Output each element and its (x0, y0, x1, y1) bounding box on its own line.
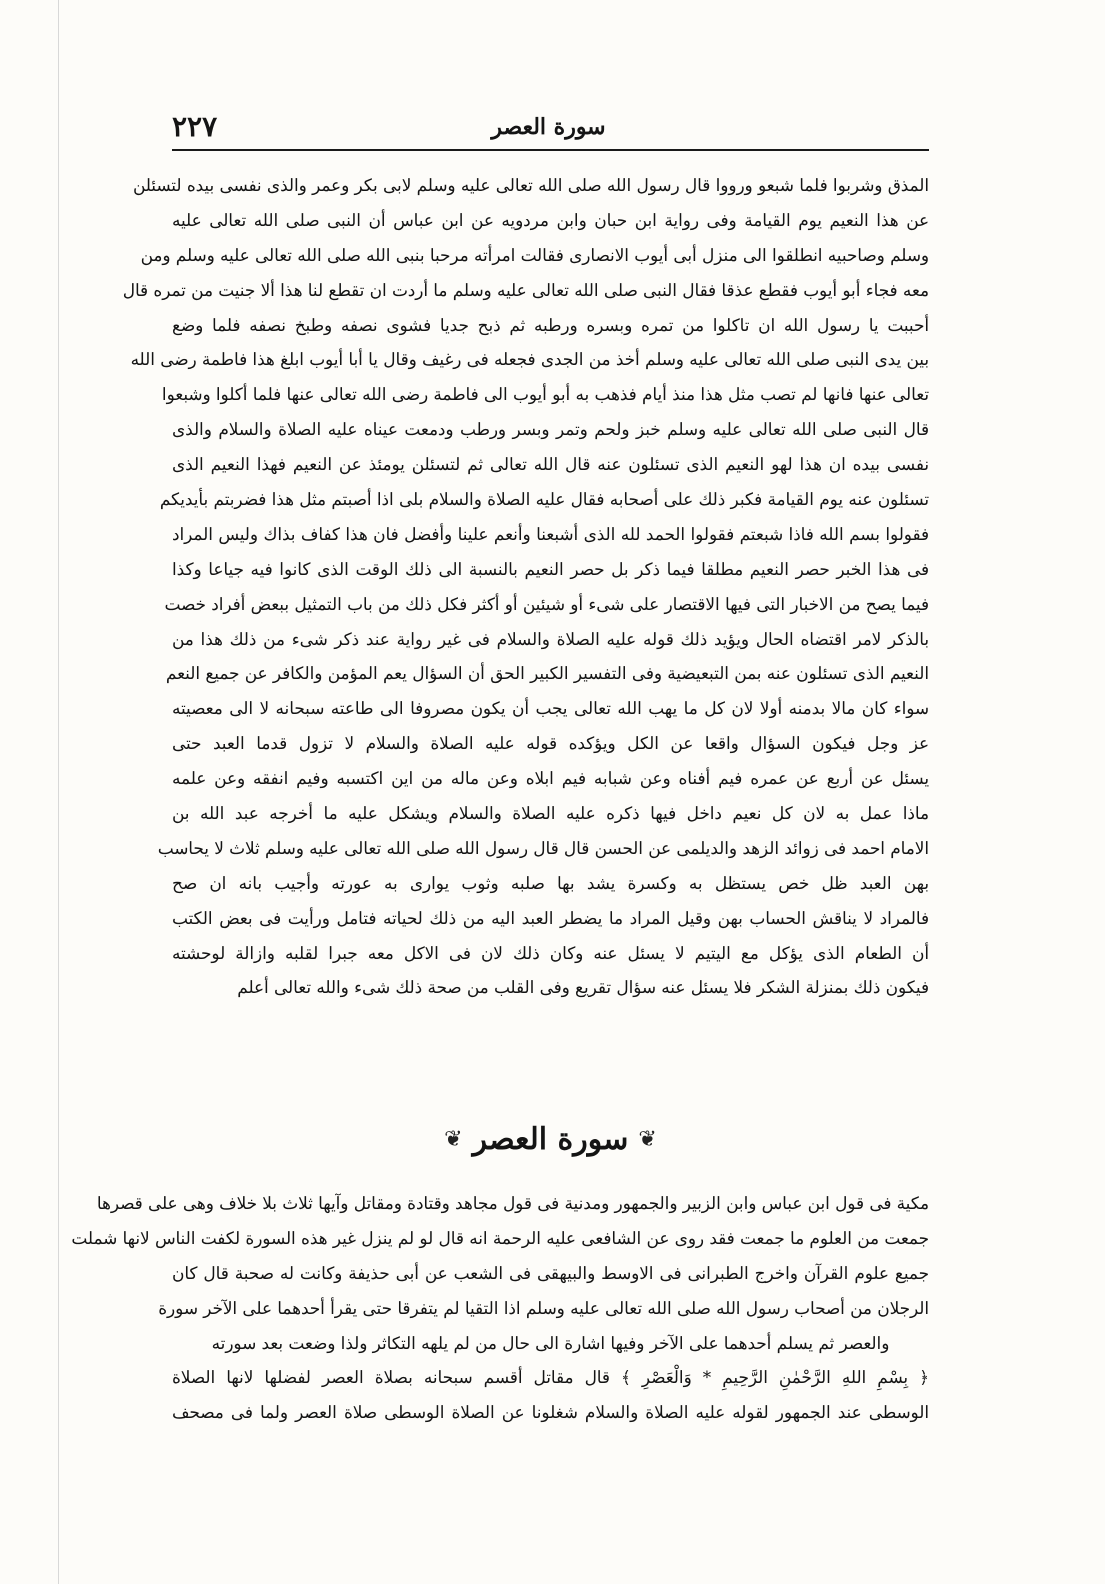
page-header (172, 108, 925, 150)
text-line: فيكون ذلك بمنزلة الشكر فلا يسئل عنه سؤال تقريع وفى القلب من صحة ذلك شىء والله تعالى أعلم (237, 977, 929, 998)
text-line: الامام احمد فى زوائد الزهد والديلمى عن الحسن قال قال رسول الله صلى الله تعالى عليه وسلم ثلاث لا يحاسب (157, 837, 929, 858)
text-line: فالمراد لا يناقش الحساب بهن وقيل المراد ما يضطر العبد اليه من ذلك لحياته فتامل ورأيت فى بعض الكتب (172, 907, 929, 928)
text-line: عن هذا النعيم يوم القيامة وفى رواية ابن حبان وابن مردويه عن ابن عباس أن النبى صلى الله تعالى عليه (172, 209, 929, 230)
text-line: عز وجل فيكون السؤال واقعا عن الكل ويؤكده قوله عليه الصلاة والسلام لا تزول قدما العبد حتى (172, 733, 929, 754)
text-line: يسئل عن أربع عن عمره فيم أفناه وعن شبابه فيم ابلاه وعن ماله من اين اكتسبه وفيم انفقه وعن علمه (172, 768, 929, 789)
header-rule (172, 149, 929, 151)
text-line: المذق وشربوا فلما شبعو ورووا قال رسول الله صلى الله تعالى عليه وسلم لابى بكر وعمر والذى نفسى بيده لتسئلن (132, 175, 929, 195)
text-line: فى هذا الخبر حصر النعيم مطلقا فيما ذكر بل حصر النعيم بالنسبة الى ذلك الوقت الذى كانوا فيه جياعا وكذا (172, 558, 929, 579)
text-line: تسئلون عنه يوم القيامة فكبر ذلك على أصحابه فقال عليه الصلاة والسلام بلى اذا أصبتم مثل هذا فضربتم بأيديكم (159, 489, 929, 510)
text-line: نفسى بيده ان هذا لهو النعيم الذى تسئلون عنه قال الله تعالى ثم لتسئلن يومئذ عن النعيم فهذا النعيم الذى (172, 454, 929, 475)
text-line: الوسطى عند الجمهور لقوله عليه الصلاة والسلام شغلونا عن الصلاة الوسطى صلاة العصر ولما فى مصحف (172, 1402, 929, 1423)
surah-heading (172, 1122, 929, 1174)
text-line: بين يدى النبى صلى الله تعالى عليه وسلم أخذ من الجدى فجعله فى رغيف وقال يا أبا أيوب ابلغ هذا فاطمة رضى الله (130, 349, 929, 370)
ornament-left-icon: ❦ (638, 1127, 657, 1152)
text-line: النعيم الذى تسئلون عنه بمن التبعيضية وفى التفسير الكبير الحق أن السؤال يعم المؤمن والكافر عن جميع النعم (165, 663, 929, 684)
text-line: جميع علوم القرآن واخرج الطبرانى فى الاوسط والبيهقى فى الشعب عن أبى حذيفة وكانت له صحبة قال كان (172, 1262, 929, 1283)
page-binding-edge (58, 0, 59, 1584)
text-line: سواء كان مالا بدمنه أولا لان كل ما يهب الله تعالى يجب أن يكون مصروفا الى طاعته سبحانه لا الى معصيته (172, 698, 929, 719)
text-line: تعالى عنها فانها لم تصب مثل هذا منذ أيام فذهب به أبو أيوب الى فاطمة رضى الله تعالى عنها فلما أكلوا وشبعوا (161, 384, 929, 405)
text-line: مكية فى قول ابن عباس وابن الزبير والجمهور ومدنية فى قول مجاهد وقتادة ومقاتل وآيها ثلاث بلا خلاف وهى على قصرها (96, 1193, 929, 1213)
text-line: أن الطعام الذى يؤكل مع اليتيم لا يسئل عنه وكان ذلك لان فى الاكل معه جبرا لقلبه وازالة لوحشته (172, 942, 929, 963)
text-line: فيما يصح من الاخبار التى فيها الاقتصار على شىء أو شيئين أو أكثر فكل ذلك من باب التمثيل ببعض أفراد خصت (164, 593, 929, 614)
ornament-right-icon: ❦ (444, 1127, 463, 1152)
verse-line: ﴿ بِسْمِ اللهِ الرَّحْمٰنِ الرَّحِيمِ * وَالْعَصْرِ ﴾ قال مقاتل أقسم سبحانه بصلاة العصر لفضلها لانها الصلاة (172, 1367, 929, 1388)
text-line: ماذا عمل به لان كل نعيم داخل فيها ذكره عليه الصلاة والسلام ويشكل عليه ما أخرجه عبد الله بن (172, 803, 929, 824)
text-line: معه فجاء أبو أيوب فقطع عذقا فقال النبى صلى الله تعالى عليه وسلم ما أردت ان تقطع لنا هذا ألا جنيت من تمره قال (122, 279, 929, 300)
text-line: جمعت من العلوم ما جمعت فقد روى عن الشافعى عليه الرحمة انه قال لو لم ينزل غير هذه السورة لكفت الناس لانها شملت (71, 1227, 929, 1248)
text-line: فقولوا بسم الله فاذا شبعتم فقولوا الحمد لله الذى أشبعنا وأنعم علينا وأفضل فان هذا كفاف بذاك وليس المراد (172, 523, 929, 544)
previous-surah-commentary (122, 168, 929, 1005)
text-line: قال النبى صلى الله تعالى عليه وسلم خبز ولحم وتمر وبسر ورطب ودمعت عيناه عليه الصلاة والسلام والذى (172, 419, 929, 440)
surah-al-asr-commentary (71, 1186, 929, 1430)
text-line: بهن العبد ظل خص يستظل به وكسرة يشد بها صلبه وثوب يوارى به عورته وأجيب بانه ان صح (172, 872, 929, 893)
surah-title: سورة العصر (472, 1122, 629, 1157)
text-line: الرجلان من أصحاب رسول الله صلى الله تعالى عليه وسلم اذا التقيا لم يتفرقا حتى يقرأ أحدهما على الآخر سورة (158, 1297, 929, 1318)
page-number: ٢٢٧ (172, 110, 218, 143)
text-line: أحببت يا رسول الله ان تاكلوا من تمره وبسره ورطبه ثم ذبح جديا فشوى نصفه وطبخ نصفه فلما وضع (172, 314, 929, 335)
text-line: بالذكر لامر اقتضاه الحال ويؤيد ذلك قوله عليه الصلاة والسلام فى غير رواية عند ذكر شىء من ذلك هذا من (172, 628, 929, 649)
text-line: والعصر ثم يسلم أحدهما على الآخر وفيها اشارة الى حال من لم يلهه التكاثر ولذا وضعت بعد سورته (211, 1332, 890, 1353)
running-title: سورة العصر (491, 114, 606, 140)
text-line: وسلم وصاحبيه انطلقوا الى منزل أبى أيوب الانصارى فقالت امرأته مرحبا بنبى الله صلى الله تعالى عليه وسلم ومن (140, 244, 929, 265)
